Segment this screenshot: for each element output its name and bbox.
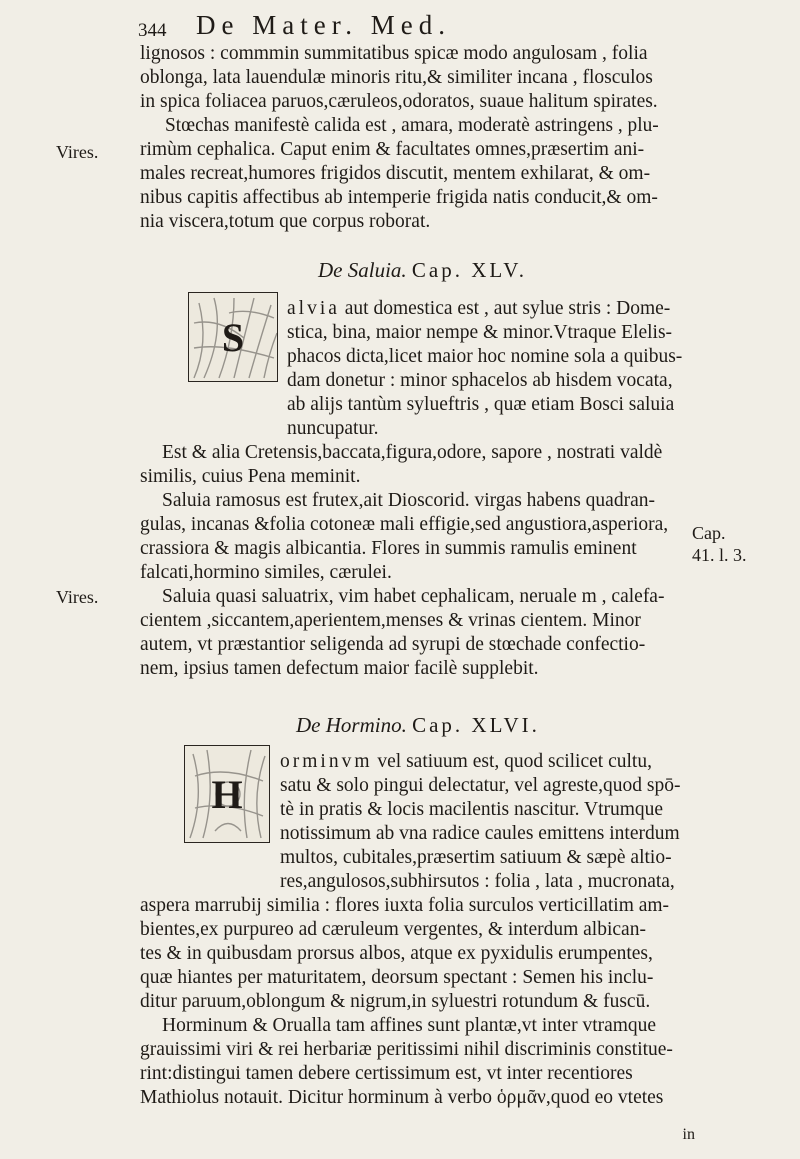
text-line: nibus capitis affectibus ab intemperie frigida natis conducit,& om-	[140, 187, 658, 208]
decorative-initial	[184, 745, 270, 843]
text-line: quæ hiantes per maturitatem, deorsum spectant : Semen his inclu-	[140, 967, 654, 988]
text-line: dam donetur : minor sphacelos ab hisdem vocata,	[287, 370, 673, 391]
chapter-number: Cap. XLVI.	[412, 713, 540, 737]
text-line	[287, 297, 670, 321]
text-line: res,angulosos,subhirsutos : folia , lata , mucronata,	[280, 871, 675, 892]
text-run: vel satiuum est, quod scilicet cultu,	[377, 751, 652, 772]
text-line: aspera marrubij similia : flores iuxta folia surculos verticillatim am-	[140, 895, 670, 916]
text-line: Est & alia Cretensis,baccata,figura,odore, sapore , nostrati valdè	[162, 442, 663, 463]
chapter-title: De Saluia.	[318, 258, 407, 282]
text-line: Mathiolus notauit. Dicitur horminum à verbo ὁρμᾶν,quod eo vtetes	[140, 1087, 664, 1108]
text-line: Saluia ramosus est frutex,ait Dioscorid. virgas habens quadran-	[162, 490, 655, 511]
text-line: in spica foliacea paruos,cæruleos,odoratos, suaue halitum spirates.	[140, 91, 658, 112]
running-head: De Mater. Med.	[196, 10, 451, 40]
text-line: multos, cubitales,præsertim satiuum & sæpè altio-	[280, 847, 672, 868]
margin-note-cap: Cap.	[692, 523, 726, 543]
page-number: 344	[138, 20, 167, 41]
text-line: Saluia quasi saluatrix, vim habet cephalicam, neruale m , calefa-	[162, 586, 665, 607]
margin-note-vires: Vires.	[56, 142, 99, 162]
initial-word-rest: orminvm	[280, 751, 373, 772]
text-run: aut domestica est , aut sylue stris : Dome-	[344, 298, 671, 319]
text-line	[280, 750, 652, 774]
text-line: notissimum ab vna radice caules emittens interdum	[280, 823, 680, 844]
text-line: lignosos : commmin summitatibus spicæ modo angulosam , folia	[140, 43, 648, 64]
decorative-initial	[188, 292, 278, 382]
initial-word-rest: alvia	[287, 298, 340, 319]
text-line: similis, cuius Pena meminit.	[140, 466, 361, 487]
text-line: Stœchas manifestè calida est , amara, moderatè astringens , plu-	[165, 115, 659, 136]
initial-letter: H	[185, 746, 269, 842]
text-line: Horminum & Orualla tam affines sunt plantæ,vt inter vtramque	[162, 1015, 657, 1036]
text-line: rimùm cephalica. Caput enim & facultates omnes,præsertim ani-	[140, 139, 645, 160]
text-line: oblonga, lata lauendulæ minoris ritu,& similiter incana , flosculos	[140, 67, 653, 88]
text-line: tes & in quibusdam prorsus albos, atque ex pyxidulis erumpentes,	[140, 943, 653, 964]
text-line: bientes,ex purpureo ad cæruleum vergentes, & interdum albican-	[140, 919, 646, 940]
text-line: stica, bina, maior nempe & minor.Vtraque Elelis-	[287, 322, 673, 343]
text-line: falcati,hormino similes, cærulei.	[140, 562, 392, 583]
page-header	[138, 10, 698, 42]
text-line: nia viscera,totum que corpus roborat.	[140, 211, 431, 232]
text-line: ditur paruum,oblongum & nigrum,in syluestri rotundum & fuscū.	[140, 991, 651, 1012]
text-line: rint:distingui tamen debere certissimum est, vt inter recentiores	[140, 1063, 633, 1084]
chapter-number: Cap. XLV.	[411, 258, 528, 282]
chapter-title: De Hormino.	[296, 713, 407, 737]
text-line: gulas, incanas &folia cotoneæ mali effigie,sed angustiora,asperiora,	[140, 514, 669, 535]
chapter-heading	[296, 713, 540, 738]
margin-note-cap-ref: 41. l. 3.	[692, 545, 747, 565]
text-line: autem, vt præstantior seligenda ad syrupi de stœchade confectio-	[140, 634, 646, 655]
text-line: grauissimi viri & rei herbariæ peritissimi nihil discriminis constitue-	[140, 1039, 673, 1060]
margin-note-vires: Vires.	[56, 587, 99, 607]
text-line: nuncupatur.	[287, 418, 379, 439]
initial-letter: S	[189, 293, 277, 381]
text-line: cientem ,siccantem,aperientem,menses & vrinas cientem. Minor	[140, 610, 641, 631]
text-line: ab alijs tantùm sylueftris , quæ etiam Bosci saluia	[287, 394, 675, 415]
text-line: crassiora & magis albicantia. Flores in summis ramulis eminent	[140, 538, 637, 559]
text-line: satu & solo pingui delectatur, vel agreste,quod spō-	[280, 775, 681, 796]
text-line: males recreat,humores frigidos discutit, mentem exhilarat, & om-	[140, 163, 651, 184]
catchword: in	[682, 1126, 695, 1143]
text-line: tè in pratis & locis macilentis nascitur. Vtrumque	[280, 799, 664, 820]
text-line: phacos dicta,licet maior hoc nomine sola a quibus-	[287, 346, 683, 367]
text-line: nem, ipsius tamen defectum maior facilè supplebit.	[140, 658, 539, 679]
chapter-heading	[318, 258, 527, 283]
